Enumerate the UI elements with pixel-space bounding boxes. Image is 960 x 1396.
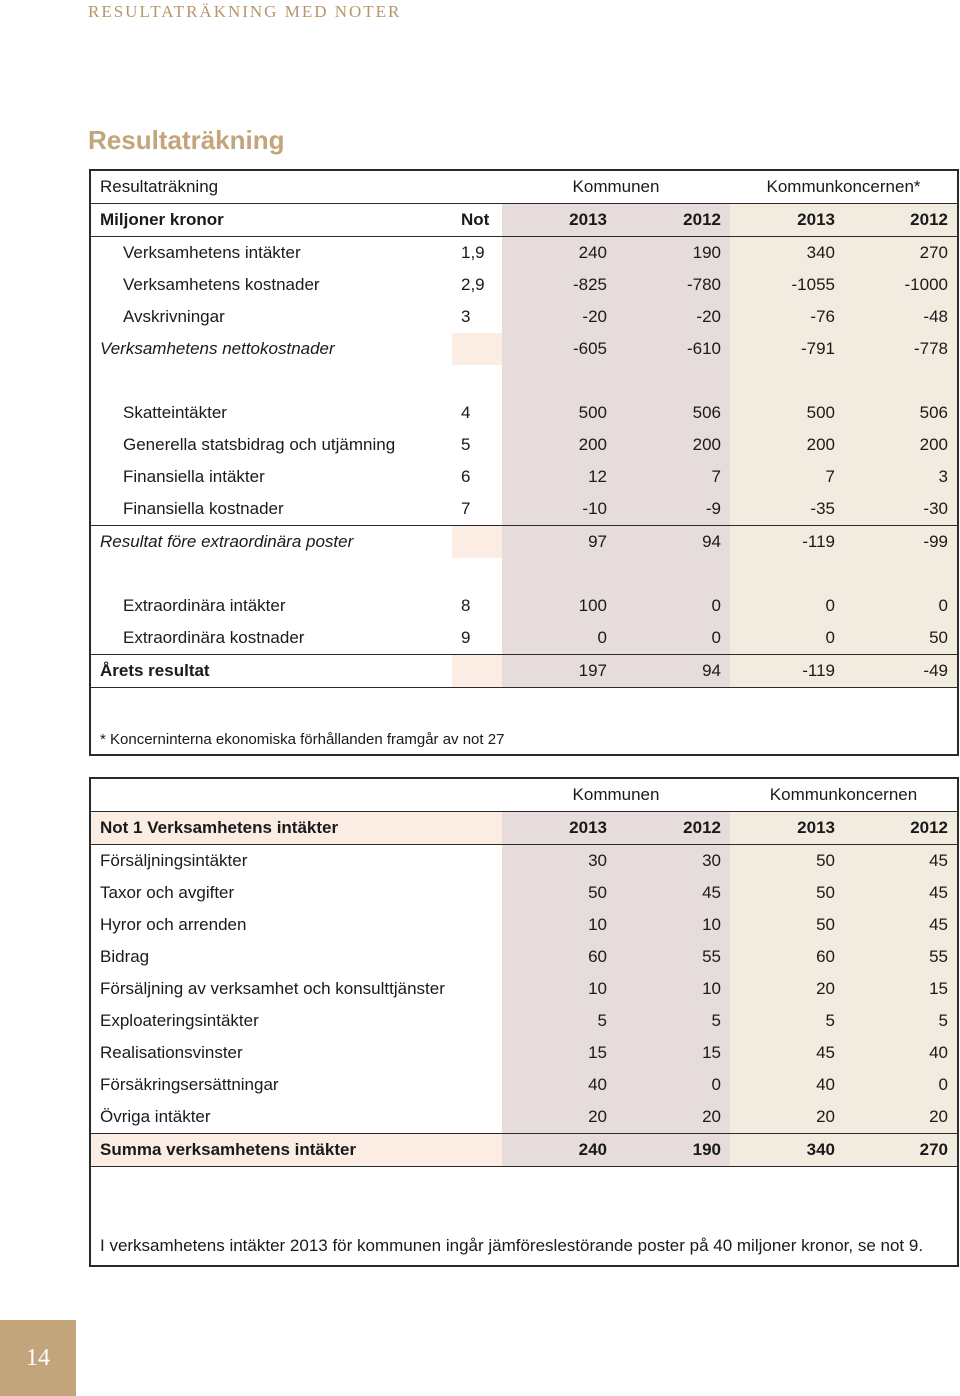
- cell-value: 340: [730, 237, 844, 270]
- table-row: [90, 1101, 958, 1134]
- cell-value: 5: [730, 1005, 844, 1037]
- row-label: Taxor och avgifter: [100, 883, 235, 902]
- cell-value: -119: [730, 655, 844, 688]
- cell-value: 30: [502, 845, 616, 878]
- cell-value: -825: [502, 269, 616, 301]
- cell-value: 0: [730, 590, 844, 622]
- cell-value: 200: [730, 429, 844, 461]
- cell-value: 12: [502, 461, 616, 493]
- cell-value: 40: [730, 1069, 844, 1101]
- cell-value: 50: [730, 845, 844, 878]
- cell-value: -35: [730, 493, 844, 526]
- row-label: Summa verksamhetens intäkter: [90, 1134, 502, 1167]
- cell-value: -605: [502, 333, 616, 365]
- table-row: [90, 237, 958, 270]
- year-header: 2013: [730, 204, 844, 237]
- cell-value: -76: [730, 301, 844, 333]
- cell-value: 60: [730, 941, 844, 973]
- cell-value: 20: [730, 1101, 844, 1134]
- column-label: Miljoner kronor: [90, 204, 452, 237]
- income-statement-table: [89, 169, 959, 756]
- cell-value: 200: [616, 429, 730, 461]
- cell-value: 500: [730, 397, 844, 429]
- cell-value: 30: [616, 845, 730, 878]
- cell-value: 200: [844, 429, 958, 461]
- table-row: [90, 1037, 958, 1069]
- table-row: [90, 301, 958, 333]
- year-header: 2013: [502, 812, 616, 845]
- cell-value: 0: [616, 1069, 730, 1101]
- cell-value: 20: [844, 1101, 958, 1134]
- row-note: [452, 333, 502, 365]
- cell-value: 97: [502, 526, 616, 559]
- cell-value: 15: [844, 973, 958, 1005]
- cell-value: 20: [730, 973, 844, 1005]
- table-row: [90, 590, 958, 622]
- spacer-row: [90, 558, 958, 590]
- cell-value: 10: [502, 909, 616, 941]
- cell-value: 3: [844, 461, 958, 493]
- cell-value: 190: [616, 237, 730, 270]
- cell-value: 0: [844, 590, 958, 622]
- table-caption: Resultaträkning: [90, 170, 452, 204]
- cell-value: 15: [616, 1037, 730, 1069]
- cell-value: -20: [502, 301, 616, 333]
- cell-value: -119: [730, 526, 844, 559]
- cell-value: 340: [730, 1134, 844, 1167]
- row-label: Försäljningsintäkter: [100, 851, 248, 870]
- cell-value: 0: [616, 590, 730, 622]
- cell-value: 20: [502, 1101, 616, 1134]
- cell-value: 94: [616, 655, 730, 688]
- cell-value: 10: [616, 909, 730, 941]
- cell-value: -1000: [844, 269, 958, 301]
- cell-value: -99: [844, 526, 958, 559]
- note-title: Not 1 Verksamhetens intäkter: [90, 812, 502, 845]
- row-label: Resultat före extraordinära poster: [100, 532, 354, 551]
- cell-value: -778: [844, 333, 958, 365]
- row-note: 2,9: [461, 275, 485, 294]
- table-row: [90, 909, 958, 941]
- cell-value: 240: [502, 1134, 616, 1167]
- table-row: [90, 973, 958, 1005]
- group-kommunkoncernen: Kommunkoncernen: [730, 778, 958, 812]
- year-header: 2013: [502, 204, 616, 237]
- row-label: Verksamhetens kostnader: [123, 275, 320, 294]
- total-row: [90, 655, 958, 688]
- row-note: [452, 526, 502, 559]
- row-label: Finansiella intäkter: [123, 467, 265, 486]
- footnote-row: [90, 688, 958, 756]
- cell-value: 50: [844, 622, 958, 655]
- cell-value: -610: [616, 333, 730, 365]
- cell-value: 0: [502, 622, 616, 655]
- row-label: Verksamhetens intäkter: [123, 243, 301, 262]
- cell-value: 60: [502, 941, 616, 973]
- table-row: [90, 1069, 958, 1101]
- footnote: * Koncerninterna ekonomiska förhållanden framgår av not 27: [90, 688, 958, 756]
- cell-value: 55: [844, 941, 958, 973]
- column-note: Not: [452, 204, 502, 237]
- table-group-header: [90, 170, 958, 204]
- row-label: Bidrag: [100, 947, 150, 966]
- year-header: 2012: [844, 204, 958, 237]
- column-header-row: [90, 204, 958, 237]
- note-text: I verksamhetens intäkter 2013 för kommunen ingår jämföreslestörande poster på 40 miljoner kronor, se not 9.: [90, 1167, 958, 1267]
- cell-value: 5: [616, 1005, 730, 1037]
- year-header: 2012: [616, 204, 730, 237]
- table-row: [90, 461, 958, 493]
- row-label: Extraordinära intäkter: [123, 596, 286, 615]
- cell-value: 45: [844, 909, 958, 941]
- cell-value: 5: [844, 1005, 958, 1037]
- row-note: 7: [452, 493, 502, 526]
- cell-value: 50: [502, 877, 616, 909]
- cell-value: 7: [616, 461, 730, 493]
- row-label: Årets resultat: [90, 655, 452, 688]
- row-label: Försäljning av verksamhet och konsulttjänster: [100, 979, 445, 998]
- cell-value: 0: [616, 622, 730, 655]
- table-row: [90, 877, 958, 909]
- row-label: Exploateringsintäkter: [100, 1011, 259, 1030]
- year-header: 2012: [616, 812, 730, 845]
- cell-value: 506: [844, 397, 958, 429]
- cell-value: 0: [730, 622, 844, 655]
- cell-value: 10: [502, 973, 616, 1005]
- cell-value: 15: [502, 1037, 616, 1069]
- cell-value: 45: [730, 1037, 844, 1069]
- table-row: [90, 493, 958, 526]
- cell-value: 200: [502, 429, 616, 461]
- row-label: Skatteintäkter: [123, 403, 227, 422]
- cell-value: -780: [616, 269, 730, 301]
- cell-value: 40: [844, 1037, 958, 1069]
- row-label: Avskrivningar: [123, 307, 225, 326]
- row-note: 1,9: [461, 243, 485, 262]
- row-note: 4: [461, 403, 471, 422]
- table-row: [90, 269, 958, 301]
- cell-value: 10: [616, 973, 730, 1005]
- group-kommunen: Kommunen: [502, 170, 730, 204]
- subtotal-row: [90, 526, 958, 559]
- cell-value: 50: [730, 909, 844, 941]
- row-label: Övriga intäkter: [90, 1101, 502, 1134]
- cell-value: 270: [844, 1134, 958, 1167]
- row-note: [452, 655, 502, 688]
- spacer-row: [90, 365, 958, 397]
- year-header: 2012: [844, 812, 958, 845]
- group-kommunkoncernen: Kommunkoncernen*: [730, 170, 958, 204]
- cell-value: 7: [730, 461, 844, 493]
- cell-value: 270: [844, 237, 958, 270]
- row-note: 9: [452, 622, 502, 655]
- cell-value: -9: [616, 493, 730, 526]
- page-number: 14: [26, 1344, 50, 1371]
- cell-value: 55: [616, 941, 730, 973]
- cell-value: 190: [616, 1134, 730, 1167]
- cell-value: 0: [844, 1069, 958, 1101]
- cell-value: 45: [844, 877, 958, 909]
- row-label: Generella statsbidrag och utjämning: [123, 435, 396, 454]
- total-row: [90, 1134, 958, 1167]
- running-header: RESULTATRÄKNING MED NOTER: [88, 2, 402, 21]
- table-row: [90, 941, 958, 973]
- cell-value: 240: [502, 237, 616, 270]
- cell-value: 5: [502, 1005, 616, 1037]
- cell-value: 506: [616, 397, 730, 429]
- row-note: 3: [461, 307, 471, 326]
- row-note: 8: [461, 596, 471, 615]
- cell-value: -10: [502, 493, 616, 526]
- table-row: [90, 397, 958, 429]
- column-header-row: [90, 812, 958, 845]
- cell-value: 94: [616, 526, 730, 559]
- row-label: Realisationsvinster: [100, 1043, 243, 1062]
- page-number-badge: [0, 1320, 76, 1396]
- table-row: [90, 845, 958, 878]
- table-group-header: [90, 778, 958, 812]
- cell-value: 40: [502, 1069, 616, 1101]
- subtotal-row: [90, 333, 958, 365]
- row-note: 6: [461, 467, 471, 486]
- row-note: 5: [461, 435, 471, 454]
- note-text-row: [90, 1167, 958, 1267]
- cell-value: -48: [844, 301, 958, 333]
- cell-value: 197: [502, 655, 616, 688]
- cell-value: 500: [502, 397, 616, 429]
- cell-value: 45: [844, 845, 958, 878]
- cell-value: -791: [730, 333, 844, 365]
- note1-table: [89, 777, 959, 1267]
- year-header: 2013: [730, 812, 844, 845]
- row-label: Hyror och arrenden: [100, 915, 247, 934]
- cell-value: 50: [730, 877, 844, 909]
- row-label: Extraordinära kostnader: [90, 622, 452, 655]
- table-row: [90, 622, 958, 655]
- row-label: Verksamhetens nettokostnader: [100, 339, 335, 358]
- table-row: [90, 1005, 958, 1037]
- row-label: Försäkringsersättningar: [100, 1075, 279, 1094]
- cell-value: 20: [616, 1101, 730, 1134]
- group-kommunen: Kommunen: [502, 778, 730, 812]
- cell-value: -49: [844, 655, 958, 688]
- page-title: Resultaträkning: [88, 125, 285, 155]
- table-row: [90, 429, 958, 461]
- cell-value: 100: [502, 590, 616, 622]
- cell-value: -1055: [730, 269, 844, 301]
- row-label: Finansiella kostnader: [90, 493, 452, 526]
- cell-value: 45: [616, 877, 730, 909]
- cell-value: -20: [616, 301, 730, 333]
- cell-value: -30: [844, 493, 958, 526]
